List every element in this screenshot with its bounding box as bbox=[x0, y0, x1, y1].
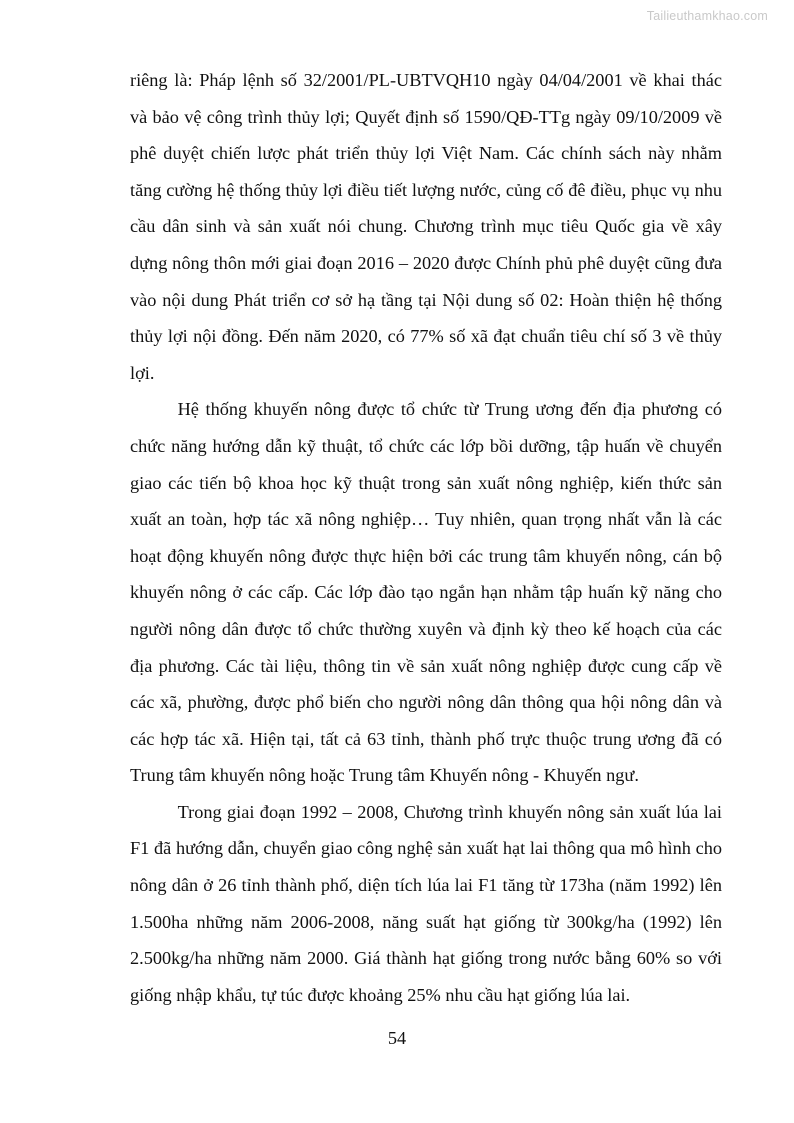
site-watermark: Tailieuthamkhao.com bbox=[646, 9, 768, 23]
paragraph-continuation: riêng là: Pháp lệnh số 32/2001/PL-UBTVQH10 ngày 04/04/2001 về khai thác và bảo vệ công trình thủy lợi; Quyết định số 1590/QĐ-TTg ngày 09/10/2009 về phê duyệt chiến lược phát triển thủy lợi Việt Nam. Các chính sách này nhằm tăng cường hệ thống thủy lợi điều tiết lượng nước, củng cố đê điều, phục vụ nhu cầu dân sinh và sản xuất nói chung. Chương trình mục tiêu Quốc gia về xây dựng nông thôn mới giai đoạn 2016 – 2020 được Chính phủ phê duyệt cũng đưa vào nội dung Phát triển cơ sở hạ tầng tại Nội dung số 02: Hoàn thiện hệ thống thủy lợi nội đồng. Đến năm 2020, có 77% số xã đạt chuẩn tiêu chí số 3 về thủy lợi. bbox=[130, 70, 722, 383]
page-number: 54 bbox=[387, 1028, 407, 1048]
paragraph-extension-system: Hệ thống khuyến nông được tổ chức từ Trung ương đến địa phương có chức năng hướng dẫn kỹ thuật, tổ chức các lớp bồi dưỡng, tập huấn về chuyển giao các tiến bộ khoa học kỹ thuật trong sản xuất nông nghiệp, kiến thức sản xuất an toàn, hợp tác xã nông nghiệp… Tuy nhiên, quan trọng nhất vẫn là các hoạt động khuyến nông được thực hiện bởi các trung tâm khuyến nông, cán bộ khuyến nông ở các cấp. Các lớp đào tạo ngắn hạn nhằm tập huấn kỹ năng cho người nông dân được tổ chức thường xuyên và định kỳ theo kế hoạch của các địa phương. Các tài liệu, thông tin về sản xuất nông nghiệp được cung cấp về các xã, phường, được phổ biến cho người nông dân thông qua hội nông dân và các hợp tác xã. Hiện tại, tất cả 63 tỉnh, thành phố trực thuộc trung ương đã có Trung tâm khuyến nông hoặc Trung tâm Khuyến nông - Khuyến ngư. bbox=[130, 399, 722, 786]
paragraph-hybrid-rice: Trong giai đoạn 1992 – 2008, Chương trình khuyến nông sản xuất lúa lai F1 đã hướng dẫn, chuyển giao công nghệ sản xuất hạt lai thông qua mô hình cho nông dân ở 26 tỉnh thành phố, diện tích lúa lai F1 tăng từ 173ha (năm 1992) lên 1.500ha những năm 2006-2008, năng suất hạt giống từ 300kg/ha (1992) lên 2.500kg/ha những năm 2000. Giá thành hạt giống trong nước bằng 60% so với giống nhập khẩu, tự túc được khoảng 25% nhu cầu hạt giống lúa lai. bbox=[130, 801, 722, 1005]
document-body bbox=[130, 62, 722, 1013]
